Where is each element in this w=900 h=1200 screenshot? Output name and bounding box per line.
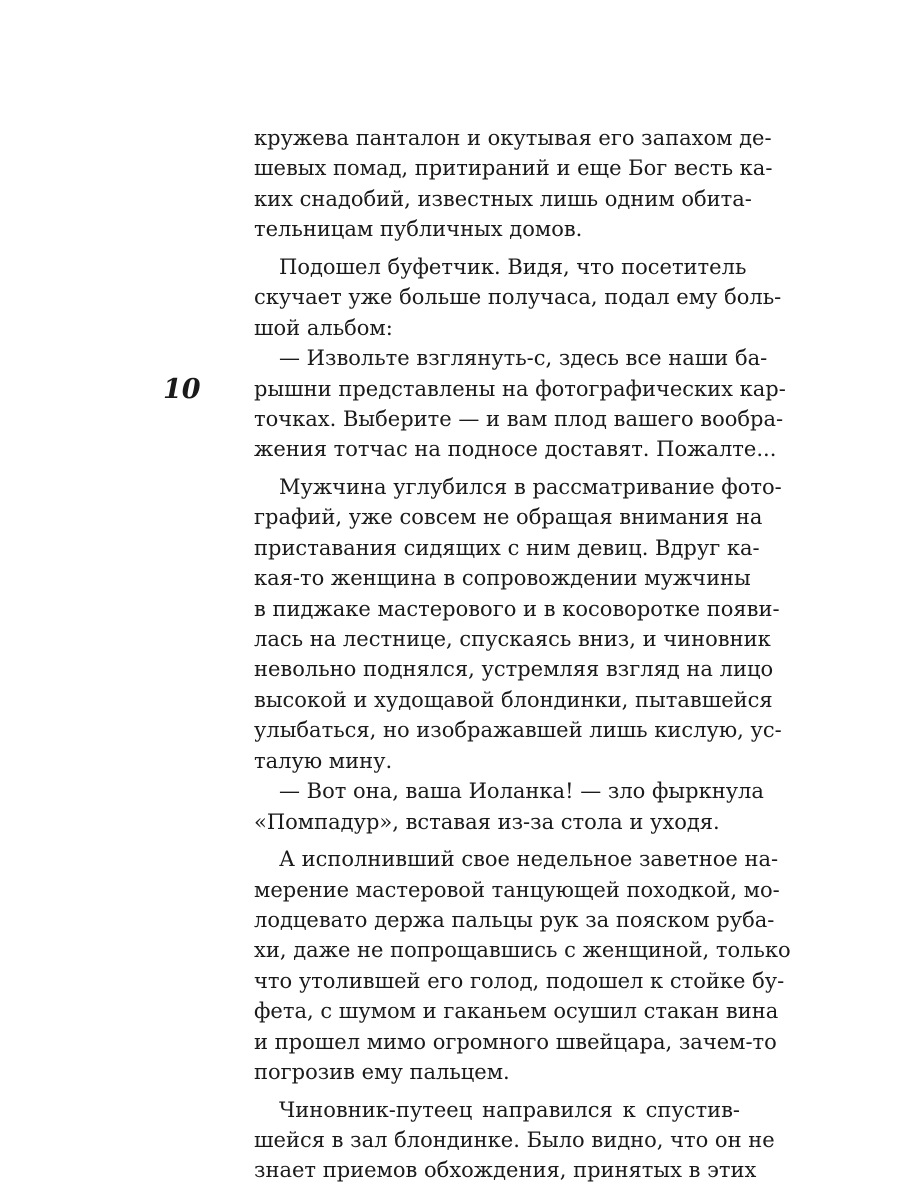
text-line: улыбаться, но изображавшей лишь кислую, ус- [254, 718, 782, 743]
text-line: точках. Выберите — и вам плод вашего вообра- [254, 406, 784, 431]
text-line: высокой и худощавой блондинки, пытавшейся [254, 687, 773, 712]
text-line: приставания сидящих с ним девиц. Вдруг ка- [254, 535, 760, 560]
body-text [254, 123, 791, 1186]
text-line: лодцевато держа пальцы рук за пояском руба- [254, 907, 775, 932]
text-line: что утолившей его голод, подошел к стойке бу- [254, 968, 785, 993]
text-line: рышни представлены на фотографических кар- [254, 376, 786, 401]
text-line: графий, уже совсем не обращая внимания на [254, 505, 763, 530]
text-line: в пиджаке мастерового и в косоворотке появи- [254, 596, 780, 621]
text-line: погрозив ему пальцем. [254, 1060, 510, 1085]
text-line: кружева панталон и окутывая его запахом де- [254, 126, 772, 150]
text-line: хи, даже не попрощавшись с женщиной, только [254, 938, 791, 963]
text-line: — Вот она, ваша Иоланка! — зло фыркнула [279, 779, 764, 804]
text-line: фета, с шумом и гаканьем осушил стакан вина [254, 999, 779, 1024]
text-line: тельницам публичных домов. [254, 217, 583, 242]
text-line: шой альбом: [254, 315, 393, 340]
text-line: талую мину. [254, 748, 393, 773]
text-line: шевых помад, притираний и еще Бог весть ка- [254, 156, 773, 181]
text-line: и прошел мимо огромного швейцара, зачем-то [254, 1029, 777, 1054]
text-line: Мужчина углубился в рассматривание фото- [279, 474, 782, 499]
text-line: мерение мастеровой танцующей походкой, мо- [254, 877, 780, 902]
text-line: скучает уже больше получаса, подал ему боль- [254, 285, 782, 310]
text-line: шейся в зал блондинке. Было видно, что он не [254, 1128, 775, 1152]
text-line: знает приемов обхождения, принятых в этих [254, 1158, 757, 1183]
text-line: кая-то женщина в сопровождении мужчины [254, 566, 751, 591]
text-line: невольно поднялся, устремляя взгляд на лицо [254, 657, 774, 682]
text-line: — Извольте взглянуть-с, здесь все наши ба- [279, 346, 768, 371]
page-number: 10 [163, 374, 201, 405]
text-line: Подошел буфетчик. Видя, что посетитель [279, 254, 747, 279]
text-line: Чиновник-путеец направился к спустив- [279, 1097, 740, 1122]
text-line: ких снадобий, известных лишь одним обита- [254, 186, 752, 211]
text-line: лась на лестнице, спускаясь вниз, и чиновник [254, 627, 771, 651]
text-line: жения тотчас на подносе доставят. Пожалте... [254, 437, 777, 462]
text-line: А исполнивший свое недельное заветное на- [279, 847, 779, 872]
text-line: «Помпадур», вставая из-за стола и уходя. [254, 809, 720, 834]
